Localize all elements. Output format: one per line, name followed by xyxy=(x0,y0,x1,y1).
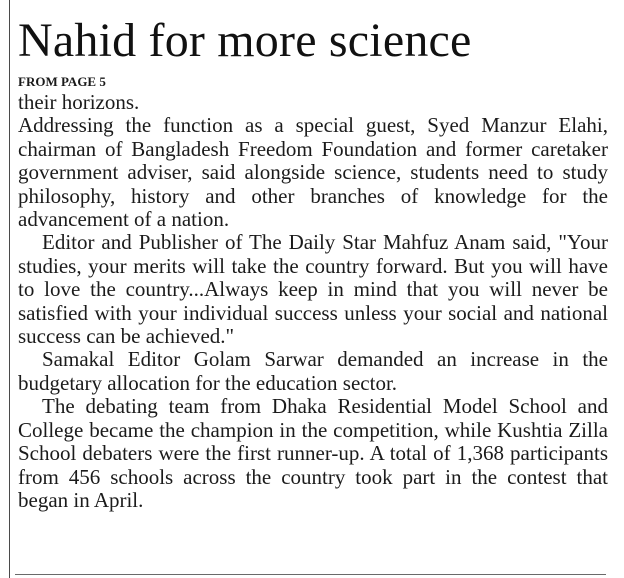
column-rule-bottom xyxy=(15,574,606,575)
column-rule-left xyxy=(9,0,10,578)
jump-line: FROM PAGE 5 xyxy=(18,74,106,89)
paragraph-sarwar: Samakal Editor Golam Sarwar demanded an increase in the budgetary allocation for the education sector. xyxy=(18,347,608,395)
headline: Nahid for more science xyxy=(18,14,472,67)
paragraph-debate-results: The debating team from Dhaka Residential Model School and College became the champion in the competition, while Kushtia Zilla School debaters were the first runner-up. A total of 1,368 participants from 456 schools across the country took part in the contest that began in April. xyxy=(18,394,608,512)
paragraph-continuation: their horizons. xyxy=(18,90,140,114)
article-body xyxy=(18,91,608,512)
paragraph-anam-quote: Editor and Publisher of The Daily Star Mahfuz Anam said, "Your studies, your merits will take the country forward. But you will have to love the country...Always keep in mind that you will never be satisfied with your individual success unless your social and national success can be achieved." xyxy=(18,230,608,349)
article xyxy=(18,14,608,512)
paragraph-elahi-quote: Addressing the function as a special guest, Syed Manzur Elahi, chairman of Bangladesh Freedom Foundation and former caretaker government adviser, said alongside science, students need to study philosophy, history and other branches of knowledge for the advancement of a nation. xyxy=(18,113,608,232)
